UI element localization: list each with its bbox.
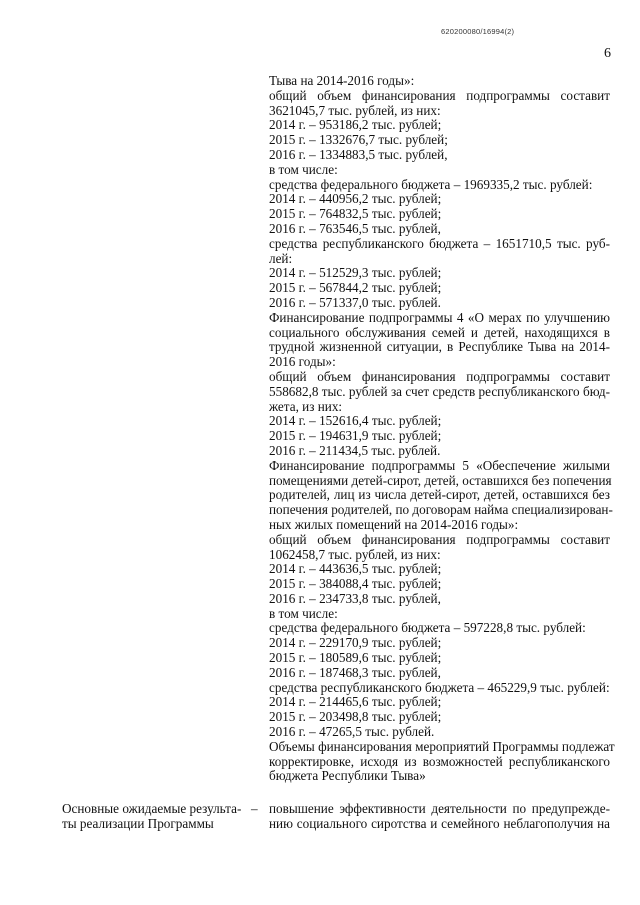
- text-line: ных жилых помещений на 2014-2016 годы»:: [269, 516, 519, 532]
- text-line: 2016 г. – 187468,3 тыс. рублей,: [269, 664, 441, 680]
- text-line: 2014 г. – 229170,9 тыс. рублей;: [269, 635, 442, 651]
- text-line: 2016 г. – 234733,8 тыс. рублей,: [269, 590, 441, 606]
- text-line: средства федерального бюджета – 1969335,2 тыс. рублей:: [269, 176, 593, 192]
- text-line: средства республиканского бюджета – 465229,9 тыс. рублей:: [269, 679, 610, 695]
- row-dash: –: [251, 801, 258, 816]
- text-line: лей:: [269, 250, 293, 266]
- text-line: в том числе:: [269, 161, 338, 177]
- text-line: 2015 г. – 194631,9 тыс. рублей;: [269, 428, 442, 444]
- text-line: общий объем финансирования подпрограммы составит: [269, 368, 610, 384]
- text-line: Тыва на 2014-2016 годы»:: [269, 73, 415, 88]
- text-line: 2014 г. – 443636,5 тыс. рублей;: [269, 561, 442, 577]
- funding-text-block: [269, 73, 615, 784]
- text-line: Объемы финансирования мероприятий Программы подлежат: [269, 738, 615, 754]
- text-line: 2016 г. – 763546,5 тыс. рублей,: [269, 220, 441, 236]
- text-line: 2015 г. – 180589,6 тыс. рублей;: [269, 650, 442, 666]
- text-line: 1062458,7 тыс. рублей, из них:: [269, 546, 441, 562]
- text-line: социального обслуживания семей и детей, находящихся в: [269, 324, 610, 340]
- text-line: трудной жизненной ситуации, в Республике Тыва на 2014-: [269, 339, 610, 355]
- text-line: попечения родителей, по договорам найма специализирован-: [269, 502, 613, 518]
- text-line: 2016 г. – 571337,0 тыс. рублей.: [269, 294, 441, 310]
- label-line: ты реализации Программы: [62, 815, 214, 831]
- text-line: 2014 г. – 152616,4 тыс. рублей;: [269, 413, 442, 429]
- text-line: 2014 г. – 440956,2 тыс. рублей;: [269, 191, 442, 207]
- text-line: родителей, лиц из числа детей-сирот, детей, оставшихся без: [269, 487, 610, 503]
- page-number: 6: [604, 46, 611, 61]
- text-line: жета, из них:: [269, 398, 343, 414]
- text-line: 2015 г. – 384088,4 тыс. рублей;: [269, 576, 442, 592]
- text-line: бюджета Республики Тыва»: [269, 768, 426, 784]
- text-line: 2016 г. – 1334883,5 тыс. рублей,: [269, 146, 448, 162]
- document-stamp: 620200080/16994(2): [441, 27, 515, 36]
- text-line: Финансирование подпрограммы 5 «Обеспечение жилыми: [269, 457, 610, 473]
- text-line: 3621045,7 тыс. рублей, из них:: [269, 102, 441, 118]
- text-line: 2015 г. – 1332676,7 тыс. рублей;: [269, 132, 448, 148]
- text-line: 2016 годы»:: [269, 354, 336, 370]
- text-line: помещениями детей-сирот, детей, оставшихся без попечения: [269, 472, 612, 488]
- text-line: 2015 г. – 764832,5 тыс. рублей;: [269, 206, 442, 222]
- expected-results-label: [62, 802, 252, 832]
- text-line: нию социального сиротства и семейного неблагополучия на: [269, 815, 610, 831]
- text-line: повышение эффективности деятельности по предупрежде-: [269, 801, 610, 816]
- text-line: средства федерального бюджета – 597228,8 тыс. рублей:: [269, 620, 586, 636]
- text-line: общий объем финансирования подпрограммы составит: [269, 87, 610, 103]
- text-line: 2015 г. – 567844,2 тыс. рублей;: [269, 280, 442, 296]
- text-line: 2015 г. – 203498,8 тыс. рублей;: [269, 709, 442, 725]
- expected-results-text: [269, 802, 610, 832]
- text-line: 2014 г. – 512529,3 тыс. рублей;: [269, 265, 442, 281]
- text-line: 2016 г. – 47265,5 тыс. рублей.: [269, 724, 435, 740]
- text-line: Финансирование подпрограммы 4 «О мерах по улучшению: [269, 309, 610, 325]
- text-line: 2014 г. – 953186,2 тыс. рублей;: [269, 117, 442, 133]
- text-line: в том числе:: [269, 605, 338, 621]
- text-line: 2016 г. – 211434,5 тыс. рублей.: [269, 442, 441, 458]
- text-line: 558682,8 тыс. рублей за счет средств республиканского бюд-: [269, 383, 610, 399]
- text-line: общий объем финансирования подпрограммы составит: [269, 531, 610, 547]
- text-line: 2014 г. – 214465,6 тыс. рублей;: [269, 694, 442, 710]
- text-line: корректировке, исходя из возможностей республиканского: [269, 753, 610, 769]
- text-line: средства республиканского бюджета – 1651710,5 тыс. руб-: [269, 235, 610, 251]
- label-line: Основные ожидаемые результа-: [62, 801, 242, 816]
